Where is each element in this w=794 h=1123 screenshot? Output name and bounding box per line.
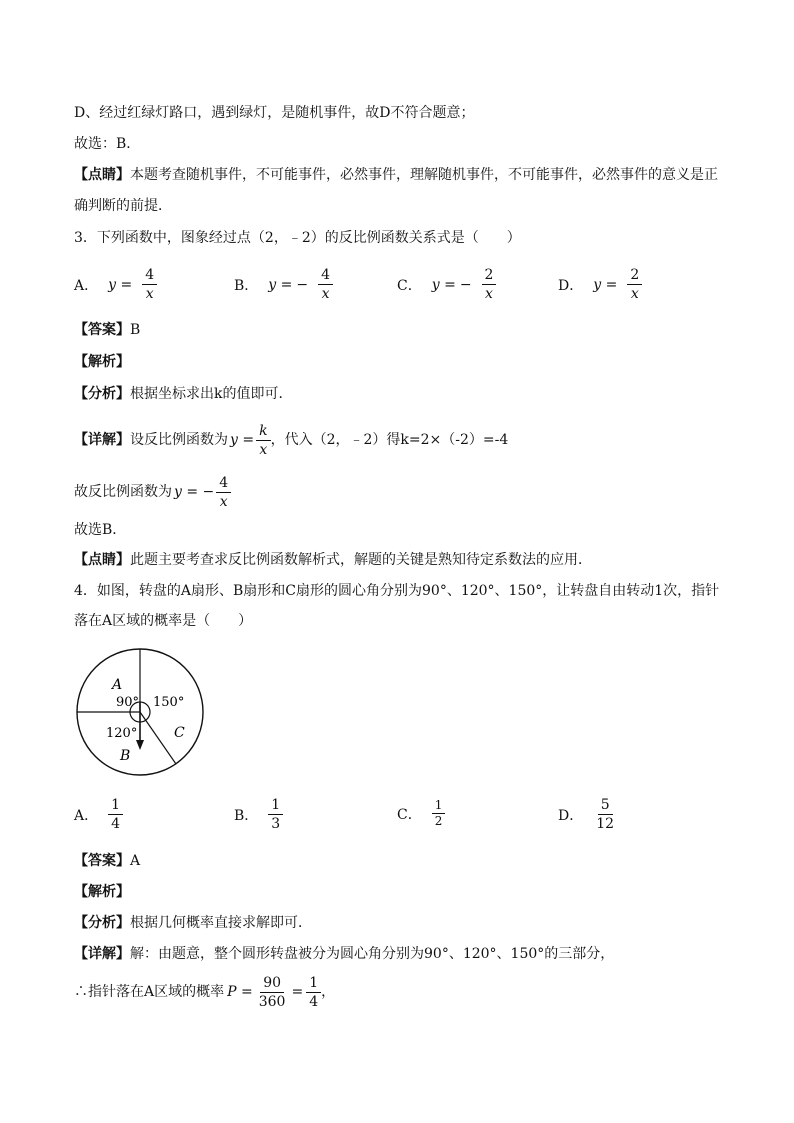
option-letter: D．	[558, 277, 584, 294]
fenxi-text: 根据几何概率直接求解即可．	[130, 915, 312, 931]
q3-dianjing	[74, 550, 592, 570]
fraction-numerator: 5	[598, 796, 613, 815]
q4-option-c	[397, 798, 445, 829]
fraction-numerator: 90	[260, 974, 284, 993]
fraction-denominator: 12	[596, 816, 615, 832]
q4-option-b	[234, 796, 283, 833]
q3-choose: 故选B．	[74, 522, 127, 538]
option-letter: D．	[558, 807, 584, 824]
dianjing-line-2: 确判断的前提．	[74, 198, 172, 214]
answer-value: B	[130, 322, 141, 338]
fraction-denominator: x	[485, 286, 493, 302]
option-sign: −	[459, 276, 472, 293]
angle-label-b: 120°	[106, 726, 138, 741]
q4-final	[74, 970, 335, 1014]
option-lhs: y =	[593, 276, 618, 293]
option-letter: A．	[74, 807, 99, 824]
dianjing-line-1	[74, 165, 718, 185]
q3-gu	[74, 472, 231, 512]
q3-answer	[74, 320, 140, 340]
xiangjie-pre: 设反比例函数为	[130, 432, 228, 448]
fraction-denominator: x	[321, 286, 330, 302]
xiangjie-fraction	[256, 422, 270, 459]
text-line-d: D、经过红绿灯路口，遇到绿灯，是随机事件，故D不符合题意；	[74, 105, 475, 121]
q3-xiangjie	[74, 420, 508, 460]
option-fraction	[318, 266, 333, 303]
fenxi-text: 根据坐标求出k的值即可．	[130, 386, 293, 402]
fraction-numerator: 4	[216, 474, 231, 493]
answer-tag: 【答案】	[74, 322, 130, 338]
option-lhs: y =	[431, 276, 456, 293]
answer-value: A	[130, 853, 141, 869]
option-fraction	[593, 796, 617, 833]
sector-label-a: A	[112, 677, 123, 693]
gu-fraction	[216, 474, 231, 511]
fraction-numerator: 1	[268, 796, 283, 815]
q3-jiexi: 【解析】	[74, 354, 130, 370]
fraction-denominator: x	[630, 286, 639, 302]
dianjing-text: 本题考查随机事件，不可能事件，必然事件，理解随机事件，不可能事件，必然事件的意义是正	[130, 167, 718, 183]
dianjing-text: 此题主要考查求反比例函数解析式，解题的关键是熟知待定系数法的应用．	[130, 552, 592, 568]
fraction-denominator: x	[145, 286, 154, 302]
fraction-numerator: 4	[142, 266, 157, 285]
q4-option-a	[74, 796, 123, 833]
fraction-denominator: 2	[434, 814, 443, 828]
spinner-figure	[74, 646, 206, 778]
option-letter: A．	[74, 277, 99, 294]
q4-option-d	[558, 796, 617, 833]
q3-option-b	[234, 266, 333, 303]
final-pre: ∴指针落在A区域的概率	[74, 984, 225, 1000]
option-fraction	[627, 266, 642, 303]
sector-label-b: B	[120, 748, 131, 764]
fraction-denominator: 4	[111, 816, 121, 832]
q3-fenxi	[74, 384, 292, 404]
pointer-arrow-icon	[136, 740, 144, 750]
option-sign: −	[296, 276, 309, 293]
fraction-numerator: 2	[482, 266, 497, 285]
option-lhs: y =	[268, 276, 293, 293]
q3-option-d	[558, 266, 642, 303]
fraction-denominator: 4	[309, 993, 319, 1010]
xiangjie-post: ，代入（2，﹣2）得k=2×（-2）=-4	[270, 432, 509, 448]
fraction-denominator: 360	[258, 993, 286, 1010]
option-fraction	[432, 798, 446, 829]
fraction-denominator: x	[219, 493, 228, 510]
option-letter: C．	[397, 806, 422, 823]
gu-lhs: y = −	[174, 484, 215, 500]
fraction-denominator: 3	[271, 816, 281, 832]
fraction-numerator: 1	[432, 798, 446, 814]
fenxi-tag: 【分析】	[74, 386, 130, 402]
text-line-choose: 故选：B．	[74, 136, 141, 152]
xiangjie-lhs: y =	[230, 432, 255, 448]
fenxi-tag: 【分析】	[74, 915, 130, 931]
q4-stem-1: 4．如图，转盘的A扇形、B扇形和C扇形的圆心角分别为90°、120°、150°，让转盘自由转动1次，指针	[74, 583, 720, 599]
q3-option-c	[397, 266, 496, 303]
q4-answer	[74, 851, 140, 871]
angle-label-c: 150°	[153, 695, 185, 710]
final-fraction-2	[306, 974, 321, 1011]
final-post: ，	[321, 984, 336, 1000]
q4-xiangjie	[74, 944, 614, 964]
option-fraction	[268, 796, 283, 833]
option-letter: B．	[234, 277, 259, 294]
fraction-denominator: x	[259, 441, 268, 458]
fraction-numerator: 1	[108, 796, 123, 815]
fraction-numerator: 4	[318, 266, 333, 285]
fraction-numerator: k	[256, 422, 270, 441]
option-fraction	[482, 266, 497, 303]
xiangjie-tag: 【详解】	[74, 432, 130, 448]
option-fraction	[108, 796, 123, 833]
final-p: P =	[227, 984, 253, 1000]
option-letter: C．	[397, 277, 422, 294]
option-lhs: y =	[108, 276, 133, 293]
xiangjie-tag: 【详解】	[74, 946, 130, 962]
dianjing-tag: 【点睛】	[74, 552, 130, 568]
q3-stem: 3．下列函数中，图象经过点（2，﹣2）的反比例函数关系式是（ ）	[74, 230, 521, 246]
q4-fenxi	[74, 913, 312, 933]
angle-label-a: 90°	[116, 695, 140, 710]
answer-tag: 【答案】	[74, 853, 130, 869]
option-fraction	[142, 266, 157, 303]
final-eq: =	[291, 984, 304, 1000]
q4-jiexi: 【解析】	[74, 884, 130, 900]
fraction-numerator: 1	[306, 974, 321, 993]
gu-pre: 故反比例函数为	[74, 484, 172, 500]
xiangjie-text: 解：由题意，整个圆形转盘被分为圆心角分别为90°、120°、150°的三部分，	[130, 946, 615, 962]
final-fraction-1	[256, 974, 289, 1011]
option-letter: B．	[234, 807, 259, 824]
sector-label-c: C	[174, 725, 185, 741]
q4-stem-2: 落在A区域的概率是（ ）	[74, 613, 253, 629]
q3-option-a	[74, 266, 157, 303]
dianjing-tag: 【点睛】	[74, 167, 130, 183]
fraction-numerator: 2	[627, 266, 642, 285]
